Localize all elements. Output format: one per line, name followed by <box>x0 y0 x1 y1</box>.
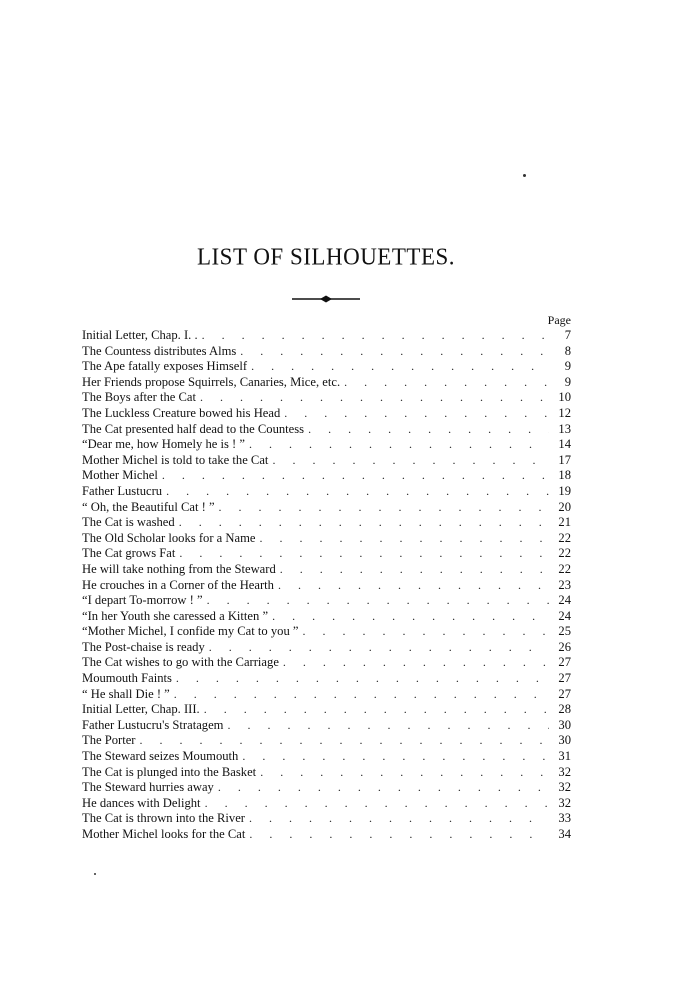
entry-title: The Boys after the Cat <box>82 390 197 405</box>
dot-leader <box>162 468 549 484</box>
entry-page-number: 13 <box>558 421 571 436</box>
dot-leader <box>200 390 549 406</box>
dot-leader <box>140 733 549 749</box>
list-item <box>82 655 571 671</box>
entry-title: The Cat is plunged into the Basket <box>82 764 257 779</box>
dot-leader <box>179 546 549 562</box>
dot-leader <box>260 765 549 781</box>
entry-title: Moumouth Faints <box>82 671 172 686</box>
list-item <box>82 562 571 578</box>
entry-title: The Cat grows Fat <box>82 546 176 561</box>
dot-leader <box>242 749 549 765</box>
entry-title: Initial Letter, Chap. I. . <box>82 328 198 342</box>
dot-leader <box>283 655 549 671</box>
entry-page-number: 23 <box>558 577 571 592</box>
list-item <box>82 344 571 360</box>
list-item <box>82 780 571 796</box>
list-item <box>82 765 571 781</box>
entry-page-number: 21 <box>558 515 571 530</box>
entry-page-number: 31 <box>558 749 571 764</box>
entry-page-number: 33 <box>558 811 571 826</box>
entry-page-number: 26 <box>558 639 571 654</box>
entry-page-number: 32 <box>558 764 571 779</box>
list-item <box>82 484 571 500</box>
entry-page-number: 27 <box>558 671 571 686</box>
entry-title: “ He shall Die ! ” <box>82 686 170 701</box>
entry-page-number: 27 <box>558 686 571 701</box>
dot-leader <box>308 422 549 438</box>
dot-leader <box>272 453 549 469</box>
entry-title: The Cat presented half dead to the Countess <box>82 421 305 436</box>
dot-leader <box>204 702 549 718</box>
entry-page-number: 12 <box>558 405 571 420</box>
list-item <box>82 624 571 640</box>
dot-leader <box>249 811 549 827</box>
dot-leader <box>209 640 549 656</box>
list-item <box>82 593 571 609</box>
silhouette-list <box>82 328 571 843</box>
list-item <box>82 422 571 438</box>
dot-leader <box>218 780 549 796</box>
entry-title: Father Lustucru <box>82 483 163 498</box>
entry-title: “ Oh, the Beautiful Cat ! ” <box>82 499 215 514</box>
entry-page-number: 7 <box>564 328 571 342</box>
dot-leader <box>240 344 549 360</box>
entry-page-number: 9 <box>564 359 571 374</box>
list-item <box>82 546 571 562</box>
entry-title: Initial Letter, Chap. III. <box>82 702 200 717</box>
list-item <box>82 531 571 547</box>
entry-page-number: 32 <box>558 780 571 795</box>
dot-leader <box>174 687 549 703</box>
list-item <box>82 453 571 469</box>
entry-page-number: 28 <box>558 702 571 717</box>
list-item <box>82 359 571 375</box>
entry-title: The Luckless Creature bowed his Head <box>82 405 281 420</box>
entry-page-number: 24 <box>558 608 571 623</box>
list-item <box>82 406 571 422</box>
entry-page-number: 14 <box>558 437 571 452</box>
entry-title: The Cat is washed <box>82 515 175 530</box>
entry-page-number: 22 <box>558 530 571 545</box>
entry-title: Mother Michel <box>82 468 158 483</box>
list-item <box>82 578 571 594</box>
list-item <box>82 671 571 687</box>
entry-title: Mother Michel is told to take the Cat <box>82 452 269 467</box>
entry-page-number: 32 <box>558 795 571 810</box>
list-item <box>82 827 571 843</box>
list-item <box>82 390 571 406</box>
entry-title: “In her Youth she caressed a Kitten ” <box>82 608 269 623</box>
entry-title: He crouches in a Corner of the Hearth <box>82 577 274 592</box>
dot-leader <box>227 718 549 734</box>
entry-title: The Cat is thrown into the River <box>82 811 245 826</box>
entry-title: He dances with Delight <box>82 795 201 810</box>
list-item <box>82 468 571 484</box>
dot-leader <box>344 375 549 391</box>
page-column-header: Page <box>547 313 571 327</box>
ink-speck <box>523 174 526 177</box>
entry-title: The Cat wishes to go with the Carriage <box>82 655 279 670</box>
entry-page-number: 27 <box>558 655 571 670</box>
list-item <box>82 640 571 656</box>
dot-leader <box>278 578 549 594</box>
entry-page-number: 30 <box>558 733 571 748</box>
dot-leader <box>176 671 549 687</box>
entry-page-number: 19 <box>558 483 571 498</box>
entry-page-number: 22 <box>558 546 571 561</box>
entry-page-number: 30 <box>558 717 571 732</box>
dot-leader <box>280 562 549 578</box>
entry-page-number: 17 <box>558 452 571 467</box>
entry-page-number: 22 <box>558 561 571 576</box>
entry-title: “Dear me, how Homely he is ! ” <box>82 437 245 452</box>
page-title: LIST OF SILHOUETTES. <box>196 243 456 270</box>
divider-ornament <box>292 294 360 304</box>
list-item <box>82 687 571 703</box>
list-item <box>82 733 571 749</box>
entry-page-number: 24 <box>558 593 571 608</box>
list-item <box>82 718 571 734</box>
entry-title: Mother Michel looks for the Cat <box>82 827 246 841</box>
entry-title: The Old Scholar looks for a Name <box>82 530 256 545</box>
entry-title: The Steward seizes Moumouth <box>82 749 239 764</box>
dot-leader <box>179 515 549 531</box>
dot-leader <box>303 624 550 640</box>
entry-title: The Ape fatally exposes Himself <box>82 359 248 374</box>
list-item <box>82 702 571 718</box>
dot-leader <box>284 406 549 422</box>
list-item <box>82 500 571 516</box>
entry-title: “Mother Michel, I confide my Cat to you ” <box>82 624 299 639</box>
list-item <box>82 811 571 827</box>
dot-leader <box>259 531 549 547</box>
entry-page-number: 18 <box>558 468 571 483</box>
dot-leader <box>251 359 549 375</box>
dot-leader <box>249 827 549 843</box>
dot-leader <box>205 796 549 812</box>
entry-page-number: 34 <box>558 827 571 841</box>
entry-title: The Post-chaise is ready <box>82 639 205 654</box>
entry-title: He will take nothing from the Steward <box>82 561 276 576</box>
entry-title: Her Friends propose Squirrels, Canaries, Mice, etc. <box>82 374 341 389</box>
list-item <box>82 796 571 812</box>
entry-page-number: 20 <box>558 499 571 514</box>
entry-title: “I depart To-morrow ! ” <box>82 593 203 608</box>
entry-page-number: 8 <box>564 343 571 358</box>
entry-title: The Steward hurries away <box>82 780 214 795</box>
dot-leader <box>272 609 549 625</box>
ink-speck <box>94 873 96 875</box>
dot-leader <box>249 437 549 453</box>
entry-page-number: 10 <box>558 390 571 405</box>
entry-title: Father Lustucru's Stratagem <box>82 717 224 732</box>
list-item <box>82 609 571 625</box>
entry-title: The Porter <box>82 733 136 748</box>
list-item <box>82 375 571 391</box>
list-item <box>82 437 571 453</box>
list-item <box>82 515 571 531</box>
entry-title: The Countess distributes Alms <box>82 343 237 358</box>
dot-leader <box>166 484 549 500</box>
list-item <box>82 749 571 765</box>
dot-leader <box>207 593 549 609</box>
dot-leader <box>219 500 549 516</box>
entry-page-number: 25 <box>558 624 571 639</box>
dot-leader <box>202 328 549 344</box>
list-item <box>82 328 571 344</box>
entry-page-number: 9 <box>564 374 571 389</box>
